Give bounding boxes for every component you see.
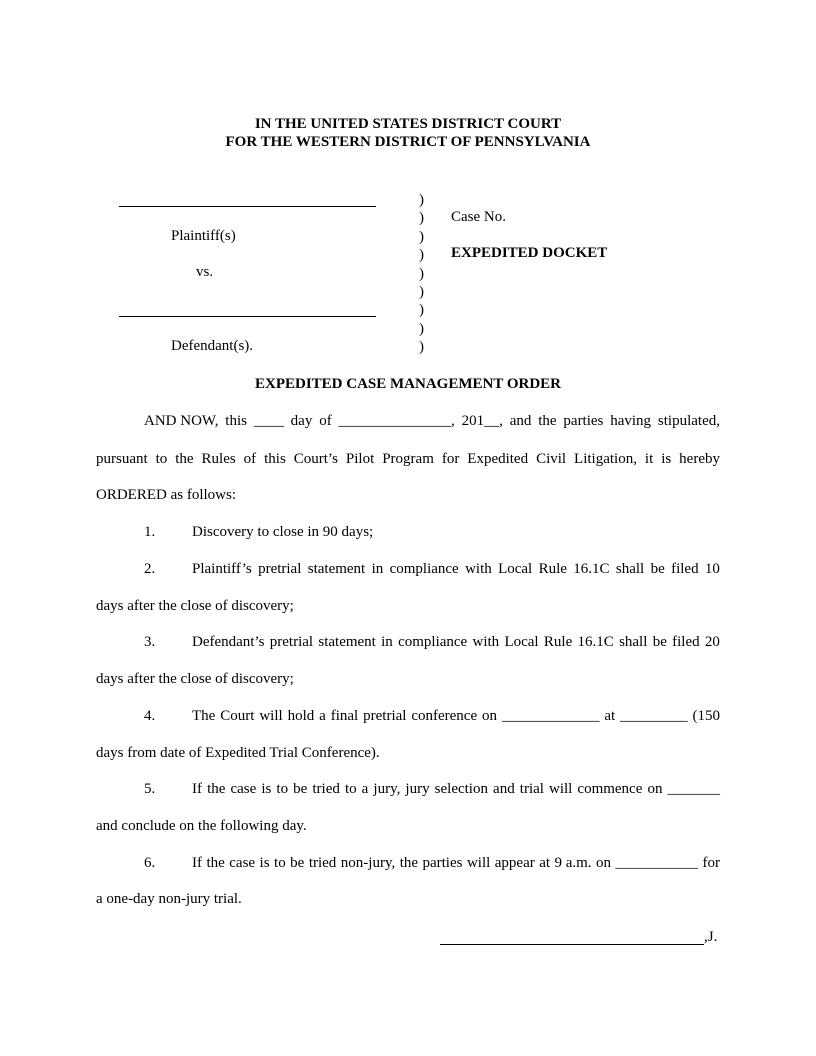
justified-line xyxy=(192,634,720,651)
word: be xyxy=(290,855,305,871)
intro-line-1 xyxy=(144,413,720,430)
word: (150 xyxy=(692,708,720,724)
word: non-jury, xyxy=(340,855,396,871)
word: Rules xyxy=(201,451,236,467)
word: Litigation, xyxy=(574,451,637,467)
word: the xyxy=(207,781,226,797)
word: pretrial xyxy=(363,708,407,724)
word: in xyxy=(381,634,393,650)
item-6-line-1 xyxy=(192,855,720,872)
item-4-number: 4. xyxy=(144,708,156,724)
word: 20 xyxy=(704,634,720,650)
caption-paren: ) xyxy=(419,320,424,337)
word: be xyxy=(652,634,667,650)
word: at xyxy=(539,855,551,871)
caption-paren: ) xyxy=(419,210,424,227)
word: filed xyxy=(671,561,699,577)
item-5-line-2: and conclude on the following day. xyxy=(96,818,307,834)
justified-line xyxy=(192,781,720,798)
word: selection xyxy=(434,781,488,797)
expedited-docket-label: EXPEDITED DOCKET xyxy=(451,245,608,261)
word: Civil xyxy=(536,451,567,467)
versus-label: vs. xyxy=(196,264,214,280)
word: ___________ xyxy=(615,855,698,871)
judge-suffix: ,J. xyxy=(704,929,718,945)
word: on xyxy=(482,708,498,724)
case-number-label: Case No. xyxy=(451,209,506,225)
word: shall xyxy=(615,561,645,577)
caption-paren: ) xyxy=(419,192,424,208)
caption-paren-column xyxy=(419,191,429,357)
intro-line-2 xyxy=(96,451,720,468)
item-5-number: 5. xyxy=(144,781,156,797)
word: tried xyxy=(312,781,340,797)
word: parties xyxy=(563,413,604,429)
word: the xyxy=(175,451,194,467)
word: jury xyxy=(405,781,430,797)
word: _______________, xyxy=(338,413,455,429)
word: final xyxy=(330,708,359,724)
caption-paren: ) xyxy=(419,302,424,319)
word: is xyxy=(661,451,672,467)
item-2-number: 2. xyxy=(144,561,156,577)
word: be xyxy=(650,561,665,577)
word: will xyxy=(259,708,283,724)
word: with xyxy=(472,634,500,650)
item-3-number: 3. xyxy=(144,634,156,650)
item-2-line-2: days after the close of discovery; xyxy=(96,598,294,614)
word: Court xyxy=(220,708,255,724)
caption-paren: ) xyxy=(419,228,424,245)
word: on xyxy=(596,855,612,871)
word: 9 a.m. xyxy=(554,855,592,871)
plaintiff-label: Plaintiff(s) xyxy=(171,228,236,244)
justified-line xyxy=(192,561,720,578)
word: ____ xyxy=(253,413,284,429)
item-3-line-1 xyxy=(192,634,720,651)
word: case xyxy=(230,781,257,797)
court-name-line-1: IN THE UNITED STATES DISTRICT COURT xyxy=(254,116,562,132)
word: of xyxy=(243,451,257,467)
word: statement xyxy=(318,634,376,650)
word: be xyxy=(293,781,308,797)
word: conference xyxy=(411,708,478,724)
word: Rule xyxy=(538,561,567,577)
word: Expedited xyxy=(467,451,529,467)
word: it xyxy=(644,451,654,467)
word: in xyxy=(371,561,384,577)
word: having xyxy=(610,413,652,429)
order-title: EXPEDITED CASE MANAGEMENT ORDER xyxy=(254,376,561,392)
word: this xyxy=(225,413,247,429)
item-3-line-2: days after the close of discovery; xyxy=(96,671,294,687)
word: will xyxy=(549,781,573,797)
plaintiff-name-line xyxy=(119,206,376,207)
word: Plaintiff’s xyxy=(192,561,252,577)
word: day xyxy=(290,413,313,429)
word: the xyxy=(538,413,557,429)
word: hold xyxy=(287,708,315,724)
word: statement xyxy=(307,561,366,577)
caption-paren: ) xyxy=(419,247,424,264)
word: and xyxy=(509,413,532,429)
word: pretrial xyxy=(269,634,314,650)
justified-line xyxy=(192,855,720,872)
caption-paren: ) xyxy=(419,265,424,282)
word: Local xyxy=(498,561,533,577)
word: AND NOW, xyxy=(144,413,219,429)
item-6-line-2: a one-day non-jury trial. xyxy=(96,891,242,907)
word: this xyxy=(264,451,286,467)
court-name-line-2: FOR THE WESTERN DISTRICT OF PENNSYLVANIA xyxy=(225,134,591,150)
word: 201__, xyxy=(461,413,503,429)
item-4-line-1 xyxy=(192,708,720,725)
word: appear xyxy=(494,855,535,871)
word: to xyxy=(155,451,168,467)
word: at xyxy=(604,708,616,724)
word: Rule xyxy=(543,634,573,650)
item-text: Discovery to close in 90 days; xyxy=(192,524,374,540)
word: for xyxy=(702,855,720,871)
caption-paren: ) xyxy=(419,339,424,356)
word: jury, xyxy=(373,781,401,797)
word: If xyxy=(192,855,202,871)
intro-line-3: ORDERED as follows: xyxy=(96,487,236,503)
word: 16.1C xyxy=(577,634,614,650)
item-5-line-1 xyxy=(192,781,720,798)
word: tried xyxy=(308,855,337,871)
word: a xyxy=(319,708,326,724)
word: to xyxy=(344,781,357,797)
word: the xyxy=(399,855,419,871)
justified-line xyxy=(192,708,720,725)
word: 16.1C xyxy=(573,561,610,577)
word: is xyxy=(259,855,270,871)
word: The xyxy=(192,708,216,724)
word: Court’s xyxy=(293,451,338,467)
word: stipulated, xyxy=(657,413,720,429)
word: will xyxy=(466,855,491,871)
word: pursuant xyxy=(96,451,148,467)
word: compliance xyxy=(398,634,468,650)
word: the xyxy=(206,855,225,871)
word: parties xyxy=(422,855,463,871)
justified-line xyxy=(96,451,720,468)
defendant-label: Defendant(s). xyxy=(171,338,254,354)
defendant-name-line xyxy=(119,316,376,317)
word: Defendant’s xyxy=(192,634,265,650)
word: a xyxy=(361,781,369,797)
judge-signature-line xyxy=(440,944,704,945)
word: is xyxy=(261,781,272,797)
word: and xyxy=(493,781,515,797)
word: compliance xyxy=(389,561,459,577)
word: _________ xyxy=(620,708,688,724)
word: to xyxy=(276,781,289,797)
word: filed xyxy=(672,634,700,650)
word: Pilot xyxy=(345,451,375,467)
item-4-line-2: days from date of Expedited Trial Conference). xyxy=(96,745,380,761)
item-2-line-1 xyxy=(192,561,720,578)
item-1 xyxy=(144,524,373,541)
word: of xyxy=(319,413,332,429)
justified-line xyxy=(144,413,720,430)
word: with xyxy=(465,561,492,577)
item-number: 1. xyxy=(144,524,156,540)
word: hereby xyxy=(679,451,720,467)
word: _____________ xyxy=(501,708,600,724)
word: trial xyxy=(519,781,544,797)
item-6-number: 6. xyxy=(144,855,156,871)
word: _______ xyxy=(667,781,720,797)
word: commence xyxy=(577,781,643,797)
word: to xyxy=(274,855,286,871)
word: case xyxy=(229,855,256,871)
word: shall xyxy=(619,634,648,650)
word: pretrial xyxy=(258,561,302,577)
word: Local xyxy=(504,634,539,650)
word: for xyxy=(441,451,460,467)
word: Program xyxy=(382,451,434,467)
word: on xyxy=(647,781,663,797)
word: If xyxy=(192,781,202,797)
word: 10 xyxy=(704,561,720,577)
caption-paren: ) xyxy=(419,283,424,300)
